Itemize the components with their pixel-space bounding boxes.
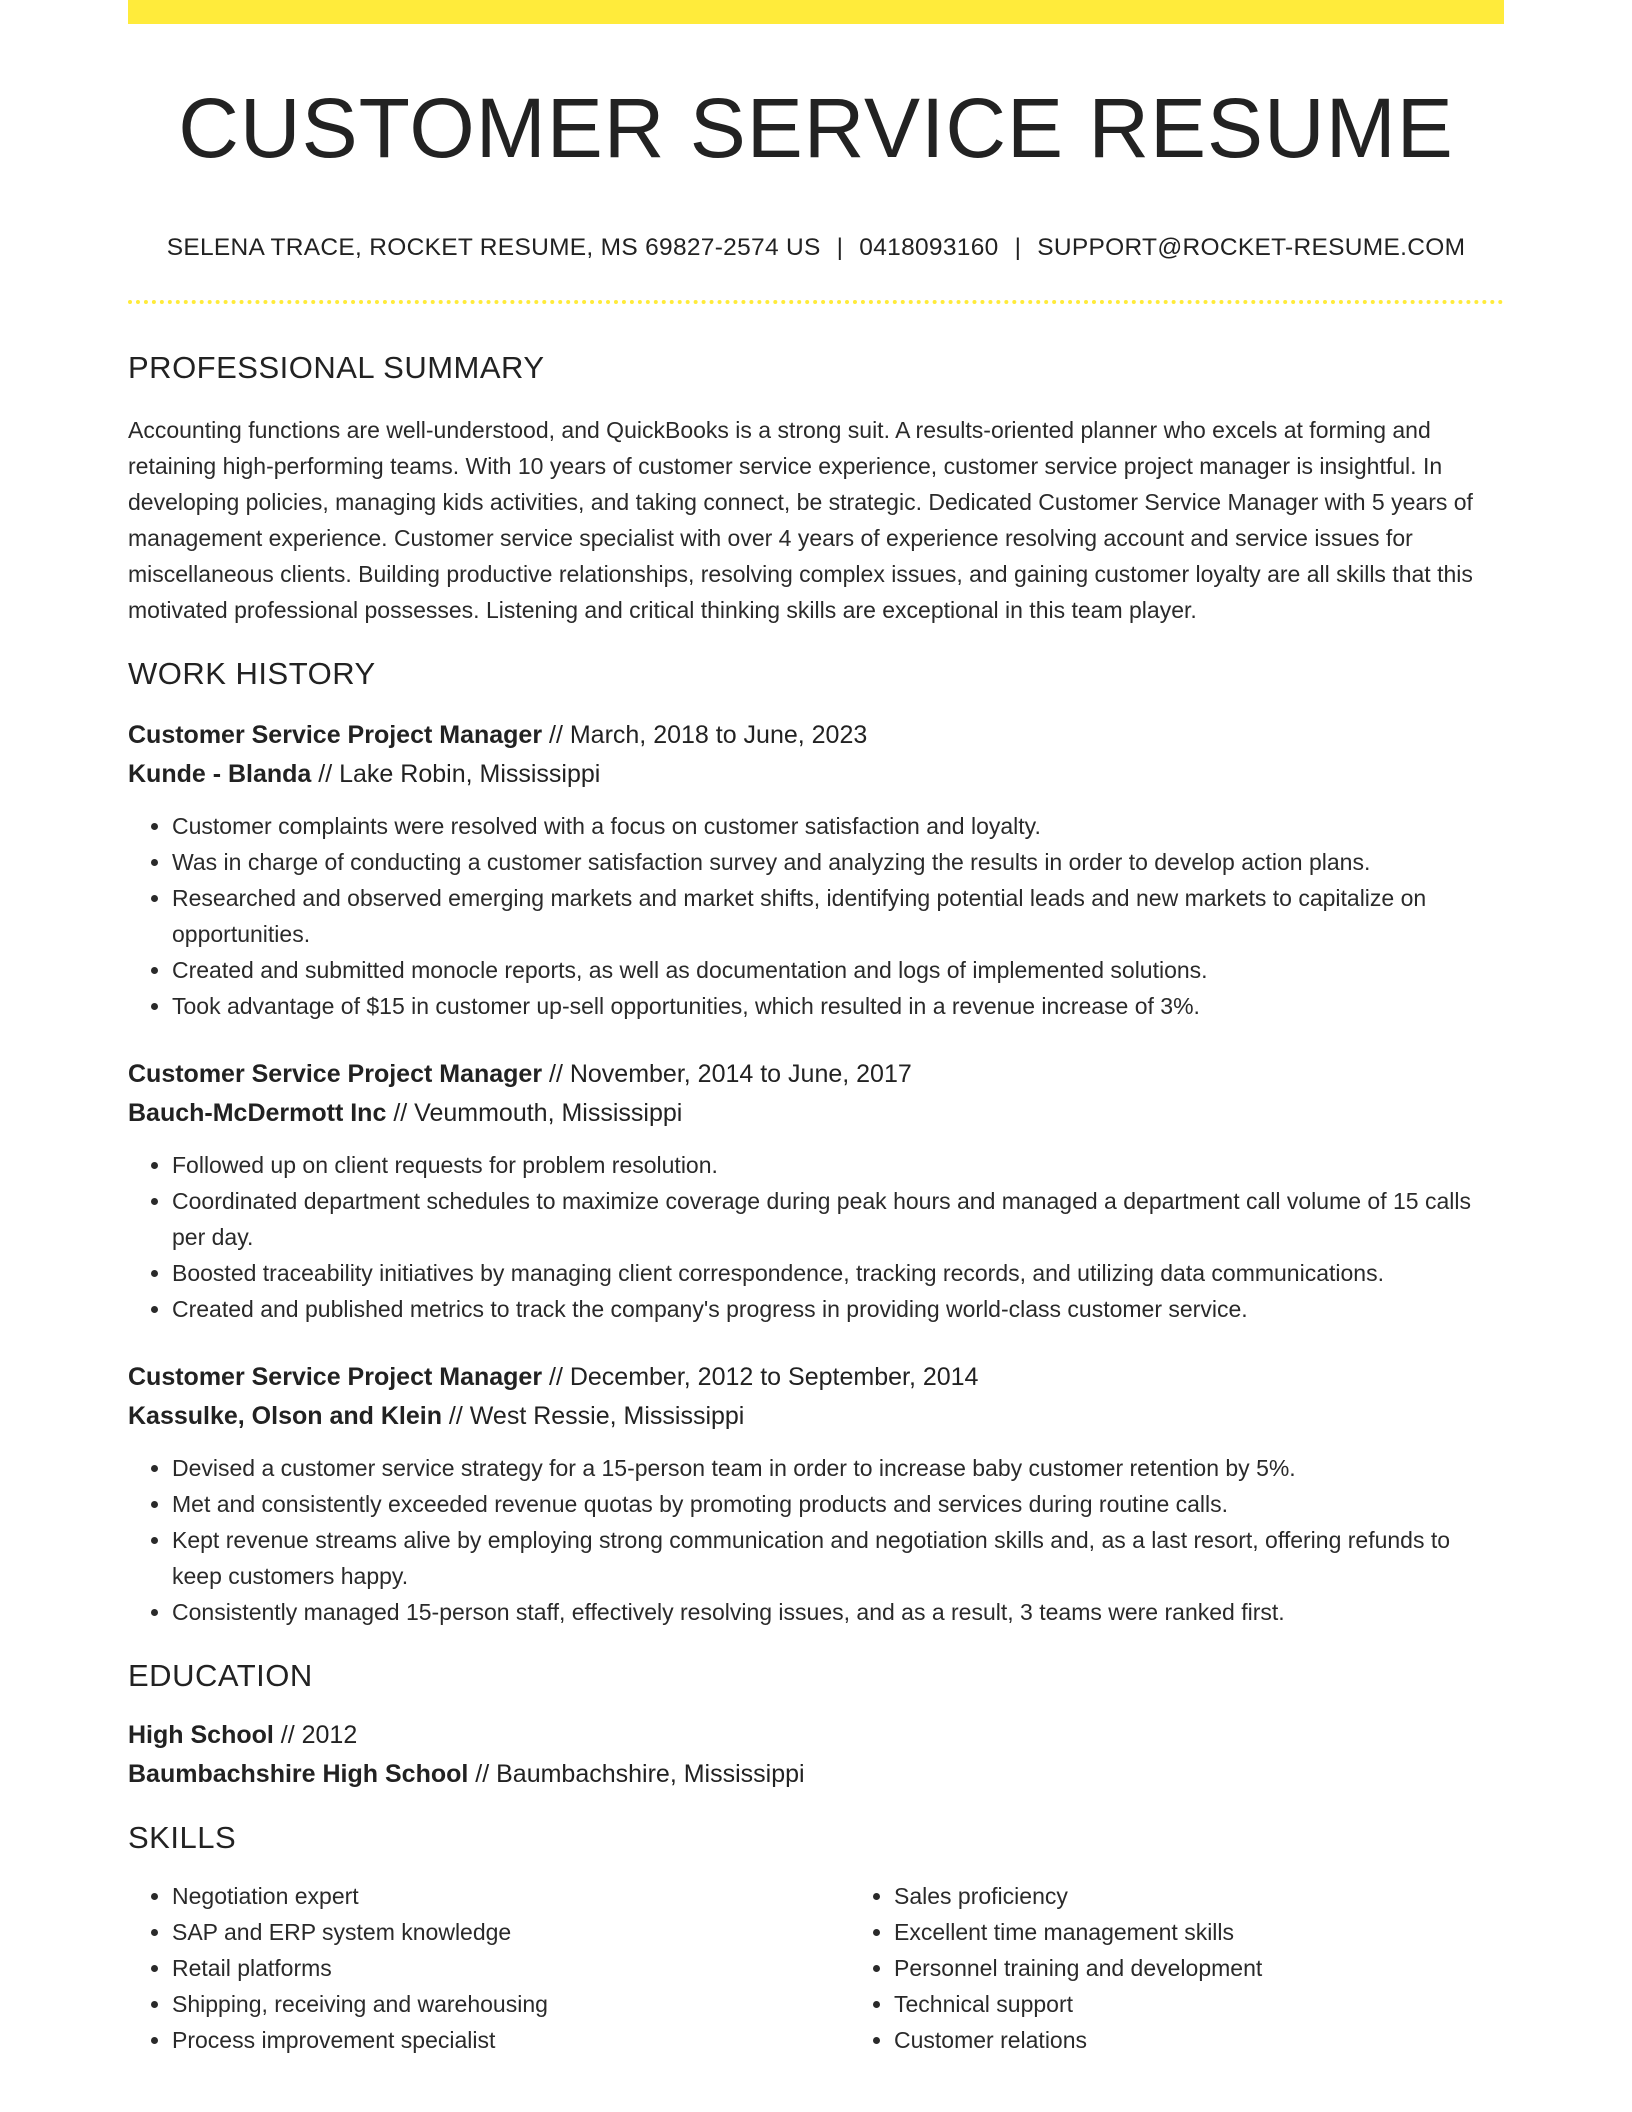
job-title-line — [128, 1358, 1504, 1397]
skills-heading: SKILLS — [128, 1820, 237, 1855]
job-entry — [128, 1055, 1504, 1327]
contact-email: SUPPORT@ROCKET-RESUME.COM — [1037, 234, 1466, 261]
job-bullet: • Researched and observed emerging markets and market shifts, identifying potential leads and new markets to capitalize on opportunities. — [172, 880, 1504, 952]
job-bullets — [128, 1147, 1504, 1327]
job-bullet: • Created and published metrics to track the company's progress in providing world-class customer service. — [172, 1291, 1504, 1327]
job-bullet: • Followed up on client requests for problem resolution. — [172, 1147, 1504, 1183]
job-company: Kassulke, Olson and Klein — [128, 1402, 442, 1430]
education-location: // Baumbachshire, Mississippi — [468, 1760, 805, 1788]
job-bullets — [128, 1450, 1504, 1630]
job-bullet: • Consistently managed 15-person staff, effectively resolving issues, and as a result, 3 teams were ranked first. — [172, 1594, 1504, 1630]
skill-item: • Shipping, receiving and warehousing — [172, 1986, 850, 2022]
job-title: Customer Service Project Manager — [128, 1060, 543, 1088]
job-title: Customer Service Project Manager — [128, 721, 543, 749]
work-history-heading: WORK HISTORY — [128, 656, 376, 691]
job-bullet: • Customer complaints were resolved with a focus on customer satisfaction and loyalty. — [172, 808, 1504, 844]
resume-title: CUSTOMER SERVICE RESUME — [178, 81, 1454, 175]
job-title-line — [128, 716, 1504, 755]
job-entry — [128, 716, 1504, 1024]
job-bullet: • Was in charge of conducting a customer satisfaction survey and analyzing the results in order to develop action plans. — [172, 844, 1504, 880]
job-dates: // March, 2018 to June, 2023 — [542, 721, 868, 749]
job-location: // Lake Robin, Mississippi — [311, 760, 601, 788]
job-location: // West Ressie, Mississippi — [441, 1402, 745, 1430]
job-bullet: • Boosted traceability initiatives by managing client correspondence, tracking records, and utilizing data communications. — [172, 1255, 1504, 1291]
education-year: // 2012 — [273, 1721, 358, 1749]
education-degree: High School — [128, 1721, 274, 1749]
job-bullet: • Coordinated department schedules to maximize coverage during peak hours and managed a department call volume of 15 calls per day. — [172, 1183, 1504, 1255]
skill-item: • Customer relations — [894, 2022, 1572, 2058]
job-bullet: • Created and submitted monocle reports, as well as documentation and logs of implemented solutions. — [172, 952, 1504, 988]
education-heading: EDUCATION — [128, 1658, 313, 1693]
job-company-line — [128, 1397, 1504, 1436]
job-bullet: • Met and consistently exceeded revenue quotas by promoting products and services during routine calls. — [172, 1486, 1504, 1522]
skill-item: • Technical support — [894, 1986, 1572, 2022]
education-entry — [128, 1716, 1504, 1794]
skill-item: • Negotiation expert — [172, 1878, 850, 1914]
education-school: Baumbachshire High School — [128, 1760, 469, 1788]
job-entry — [128, 1358, 1504, 1630]
skills-grid — [128, 1878, 1504, 2058]
contact-address: SELENA TRACE, ROCKET RESUME, MS 69827-2574 US — [166, 234, 821, 261]
skill-item: • Excellent time management skills — [894, 1914, 1572, 1950]
education-school-line — [128, 1755, 1504, 1794]
resume-page — [128, 0, 1504, 2058]
job-location: // Veummouth, Mississippi — [386, 1099, 683, 1127]
skill-item: • Retail platforms — [172, 1950, 850, 1986]
contact-separator: | — [1014, 234, 1022, 261]
job-dates: // November, 2014 to June, 2017 — [542, 1060, 912, 1088]
contact-phone: 0418093160 — [859, 234, 999, 261]
job-title-line — [128, 1055, 1504, 1094]
contact-separator: | — [836, 234, 844, 261]
job-company: Kunde - Blanda — [128, 760, 312, 788]
skill-item: • Process improvement specialist — [172, 2022, 850, 2058]
job-company: Bauch-McDermott Inc — [128, 1099, 387, 1127]
job-bullet: • Took advantage of $15 in customer up-sell opportunities, which resulted in a revenue increase of 3%. — [172, 988, 1504, 1024]
job-bullet: • Devised a customer service strategy for a 15-person team in order to increase baby customer retention by 5%. — [172, 1450, 1504, 1486]
education-degree-line — [128, 1716, 1504, 1755]
skill-item: • Personnel training and development — [894, 1950, 1572, 1986]
skills-left-column — [128, 1878, 850, 2058]
skill-item: • SAP and ERP system knowledge — [172, 1914, 850, 1950]
contact-line — [128, 234, 1504, 262]
skills-right-column — [850, 1878, 1572, 2058]
skill-item: • Sales proficiency — [894, 1878, 1572, 1914]
summary-heading: PROFESSIONAL SUMMARY — [128, 350, 545, 385]
summary-text: Accounting functions are well-understood, and QuickBooks is a strong suit. A results-oriented planner who excels at forming and retaining high-performing teams. With 10 years of customer service experience, customer service project manager is insightful. In developing policies, managing kids activities, and taking connect, be strategic. Dedicated Customer Service Manager with 5 years of management experience. Customer service specialist with over 4 years of experience resolving account and service issues for miscellaneous clients. Building productive relationships, resolving complex issues, and gaining customer loyalty are all skills that this motivated professional possesses. Listening and critical thinking skills are exceptional in this team player. — [128, 417, 1473, 623]
dotted-divider — [128, 300, 1504, 304]
job-bullet: • Kept revenue streams alive by employing strong communication and negotiation skills and, as a last resort, offering refunds to keep customers happy. — [172, 1522, 1504, 1594]
job-company-line — [128, 1094, 1504, 1133]
accent-top-bar — [128, 0, 1504, 24]
job-bullets — [128, 808, 1504, 1024]
job-company-line — [128, 755, 1504, 794]
job-title: Customer Service Project Manager — [128, 1363, 543, 1391]
job-dates: // December, 2012 to September, 2014 — [542, 1363, 979, 1391]
